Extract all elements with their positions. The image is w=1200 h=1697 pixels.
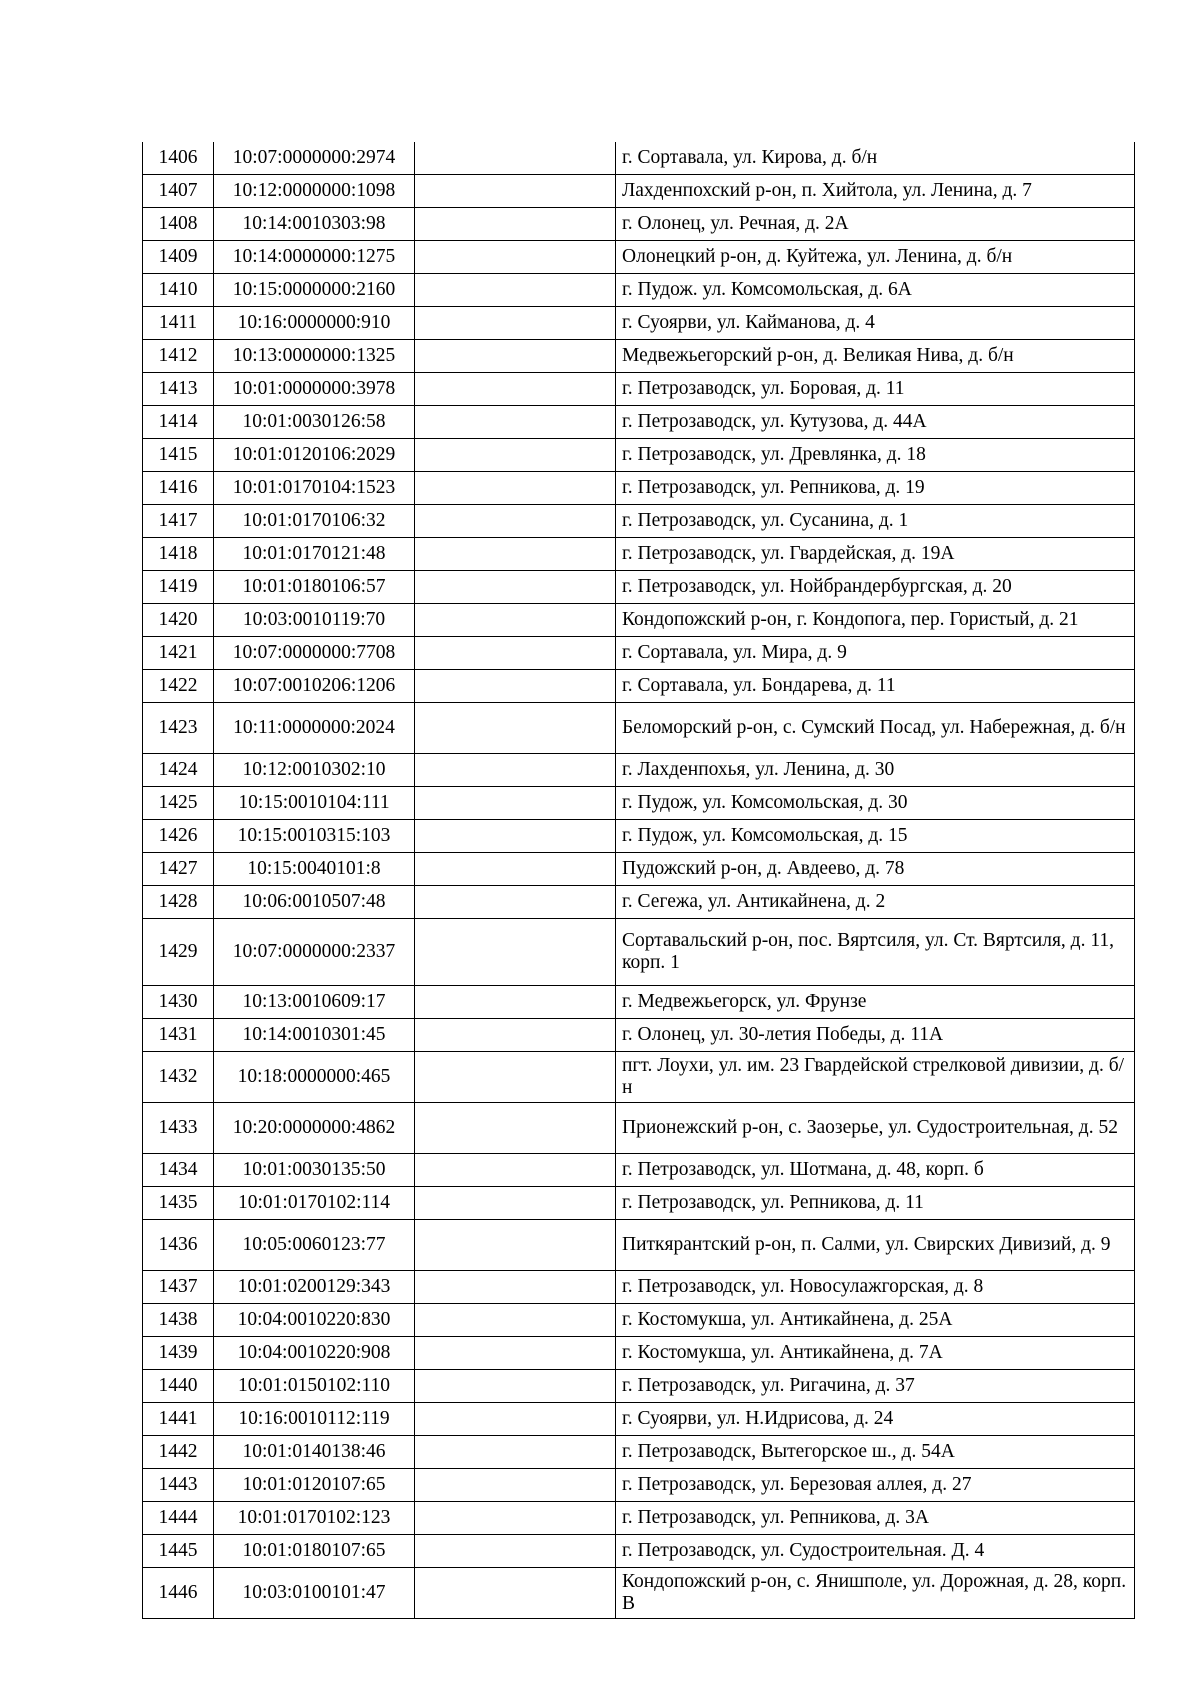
cadastral-number-cell: 10:01:0180107:65 — [214, 1535, 415, 1568]
cadastral-number-cell: 10:16:0000000:910 — [214, 307, 415, 340]
row-number-cell: 1446 — [143, 1568, 214, 1619]
row-number-cell: 1442 — [143, 1436, 214, 1469]
row-number-cell: 1425 — [143, 787, 214, 820]
cadastral-number-cell: 10:16:0010112:119 — [214, 1403, 415, 1436]
blank-cell — [415, 307, 616, 340]
blank-cell — [415, 472, 616, 505]
table-row — [143, 241, 1135, 274]
address-cell: г. Пудож. ул. Комсомольская, д. 6А — [616, 274, 1135, 307]
property-table — [142, 142, 1135, 1619]
address-cell: г. Петрозаводск, ул. Боровая, д. 11 — [616, 373, 1135, 406]
cadastral-number-cell: 10:01:0120107:65 — [214, 1469, 415, 1502]
table-row — [143, 406, 1135, 439]
cadastral-number-cell: 10:01:0030135:50 — [214, 1154, 415, 1187]
table-row — [143, 787, 1135, 820]
cadastral-number-cell: 10:03:0100101:47 — [214, 1568, 415, 1619]
table-row — [143, 274, 1135, 307]
table-row — [143, 604, 1135, 637]
address-cell: г. Петрозаводск, ул. Сусанина, д. 1 — [616, 505, 1135, 538]
row-number-cell: 1415 — [143, 439, 214, 472]
address-cell: г. Петрозаводск, ул. Репникова, д. 19 — [616, 472, 1135, 505]
address-cell: Беломорский р-он, с. Сумский Посад, ул. Набережная, д. б/н — [616, 703, 1135, 754]
table-row — [143, 670, 1135, 703]
row-number-cell: 1407 — [143, 175, 214, 208]
blank-cell — [415, 986, 616, 1019]
table-row — [143, 1436, 1135, 1469]
table-row — [143, 505, 1135, 538]
address-cell: г. Петрозаводск, ул. Гвардейская, д. 19А — [616, 538, 1135, 571]
blank-cell — [415, 754, 616, 787]
blank-cell — [415, 1019, 616, 1052]
cadastral-number-cell: 10:15:0010104:111 — [214, 787, 415, 820]
address-cell: г. Петрозаводск, ул. Шотмана, д. 48, корп. б — [616, 1154, 1135, 1187]
row-number-cell: 1413 — [143, 373, 214, 406]
address-cell: Лахденпохский р-он, п. Хийтола, ул. Ленина, д. 7 — [616, 175, 1135, 208]
blank-cell — [415, 1154, 616, 1187]
blank-cell — [415, 637, 616, 670]
row-number-cell: 1420 — [143, 604, 214, 637]
cadastral-number-cell: 10:13:0010609:17 — [214, 986, 415, 1019]
blank-cell — [415, 373, 616, 406]
cadastral-number-cell: 10:01:0170121:48 — [214, 538, 415, 571]
table-row — [143, 703, 1135, 754]
row-number-cell: 1406 — [143, 142, 214, 175]
address-cell: г. Петрозаводск, ул. Нойбрандербургская, д. 20 — [616, 571, 1135, 604]
blank-cell — [415, 853, 616, 886]
table-row — [143, 820, 1135, 853]
cadastral-number-cell: 10:05:0060123:77 — [214, 1220, 415, 1271]
table-row — [143, 637, 1135, 670]
table-row — [143, 373, 1135, 406]
table-row — [143, 175, 1135, 208]
row-number-cell: 1443 — [143, 1469, 214, 1502]
address-cell: г. Пудож, ул. Комсомольская, д. 30 — [616, 787, 1135, 820]
address-cell: пгт. Лоухи, ул. им. 23 Гвардейской стрелковой дивизии, д. б/н — [616, 1052, 1135, 1103]
row-number-cell: 1429 — [143, 919, 214, 986]
blank-cell — [415, 1271, 616, 1304]
blank-cell — [415, 787, 616, 820]
cadastral-number-cell: 10:07:0000000:7708 — [214, 637, 415, 670]
cadastral-number-cell: 10:01:0150102:110 — [214, 1370, 415, 1403]
table-row — [143, 1220, 1135, 1271]
row-number-cell: 1412 — [143, 340, 214, 373]
row-number-cell: 1436 — [143, 1220, 214, 1271]
blank-cell — [415, 703, 616, 754]
cadastral-number-cell: 10:07:0000000:2337 — [214, 919, 415, 986]
row-number-cell: 1414 — [143, 406, 214, 439]
row-number-cell: 1421 — [143, 637, 214, 670]
address-cell: г. Сегежа, ул. Антикайнена, д. 2 — [616, 886, 1135, 919]
row-number-cell: 1430 — [143, 986, 214, 1019]
cadastral-number-cell: 10:15:0010315:103 — [214, 820, 415, 853]
blank-cell — [415, 670, 616, 703]
cadastral-number-cell: 10:15:0000000:2160 — [214, 274, 415, 307]
table-row — [143, 1271, 1135, 1304]
table-row — [143, 1403, 1135, 1436]
blank-cell — [415, 1370, 616, 1403]
table-row — [143, 1154, 1135, 1187]
blank-cell — [415, 1469, 616, 1502]
address-cell: г. Сортавала, ул. Бондарева, д. 11 — [616, 670, 1135, 703]
address-cell: Сортавальский р-он, пос. Вяртсиля, ул. Ст. Вяртсиля, д. 11, корп. 1 — [616, 919, 1135, 986]
address-cell: г. Сортавала, ул. Кирова, д. б/н — [616, 142, 1135, 175]
table-row — [143, 754, 1135, 787]
address-cell: г. Пудож, ул. Комсомольская, д. 15 — [616, 820, 1135, 853]
blank-cell — [415, 406, 616, 439]
blank-cell — [415, 208, 616, 241]
row-number-cell: 1431 — [143, 1019, 214, 1052]
cadastral-number-cell: 10:01:0170102:114 — [214, 1187, 415, 1220]
blank-cell — [415, 241, 616, 274]
row-number-cell: 1418 — [143, 538, 214, 571]
blank-cell — [415, 1568, 616, 1619]
table-row — [143, 1052, 1135, 1103]
cadastral-number-cell: 10:04:0010220:908 — [214, 1337, 415, 1370]
blank-cell — [415, 1502, 616, 1535]
cadastral-number-cell: 10:01:0180106:57 — [214, 571, 415, 604]
cadastral-number-cell: 10:01:0000000:3978 — [214, 373, 415, 406]
row-number-cell: 1423 — [143, 703, 214, 754]
cadastral-number-cell: 10:01:0170106:32 — [214, 505, 415, 538]
blank-cell — [415, 1052, 616, 1103]
cadastral-number-cell: 10:06:0010507:48 — [214, 886, 415, 919]
cadastral-number-cell: 10:01:0030126:58 — [214, 406, 415, 439]
table-row — [143, 1370, 1135, 1403]
cadastral-number-cell: 10:15:0040101:8 — [214, 853, 415, 886]
cadastral-number-cell: 10:14:0010301:45 — [214, 1019, 415, 1052]
cadastral-number-cell: 10:01:0170102:123 — [214, 1502, 415, 1535]
row-number-cell: 1445 — [143, 1535, 214, 1568]
row-number-cell: 1437 — [143, 1271, 214, 1304]
row-number-cell: 1410 — [143, 274, 214, 307]
table-row — [143, 472, 1135, 505]
address-cell: г. Петрозаводск, ул. Судостроительная. Д. 4 — [616, 1535, 1135, 1568]
table-row — [143, 340, 1135, 373]
table-row — [143, 986, 1135, 1019]
address-cell: г. Сортавала, ул. Мира, д. 9 — [616, 637, 1135, 670]
cadastral-number-cell: 10:14:0000000:1275 — [214, 241, 415, 274]
table-row — [143, 1535, 1135, 1568]
blank-cell — [415, 604, 616, 637]
blank-cell — [415, 142, 616, 175]
table-row — [143, 886, 1135, 919]
table-body — [143, 142, 1135, 1619]
address-cell: г. Олонец, ул. Речная, д. 2А — [616, 208, 1135, 241]
cadastral-number-cell: 10:14:0010303:98 — [214, 208, 415, 241]
address-cell: Прионежский р-он, с. Заозерье, ул. Судостроительная, д. 52 — [616, 1103, 1135, 1154]
address-cell: г. Петрозаводск, ул. Репникова, д. 11 — [616, 1187, 1135, 1220]
cadastral-number-cell: 10:07:0000000:2974 — [214, 142, 415, 175]
cadastral-number-cell: 10:03:0010119:70 — [214, 604, 415, 637]
row-number-cell: 1411 — [143, 307, 214, 340]
cadastral-number-cell: 10:11:0000000:2024 — [214, 703, 415, 754]
address-cell: г. Олонец, ул. 30-летия Победы, д. 11А — [616, 1019, 1135, 1052]
table-row — [143, 1568, 1135, 1619]
row-number-cell: 1408 — [143, 208, 214, 241]
address-cell: г. Суоярви, ул. Н.Идрисова, д. 24 — [616, 1403, 1135, 1436]
row-number-cell: 1419 — [143, 571, 214, 604]
table-row — [143, 439, 1135, 472]
cadastral-number-cell: 10:12:0010302:10 — [214, 754, 415, 787]
table-row — [143, 208, 1135, 241]
table-row — [143, 1337, 1135, 1370]
blank-cell — [415, 1103, 616, 1154]
row-number-cell: 1432 — [143, 1052, 214, 1103]
row-number-cell: 1441 — [143, 1403, 214, 1436]
address-cell: г. Костомукша, ул. Антикайнена, д. 25А — [616, 1304, 1135, 1337]
address-cell: г. Суоярви, ул. Кайманова, д. 4 — [616, 307, 1135, 340]
blank-cell — [415, 1403, 616, 1436]
blank-cell — [415, 1304, 616, 1337]
address-cell: г. Костомукша, ул. Антикайнена, д. 7А — [616, 1337, 1135, 1370]
address-cell: Питкярантский р-он, п. Салми, ул. Свирских Дивизий, д. 9 — [616, 1220, 1135, 1271]
blank-cell — [415, 1220, 616, 1271]
address-cell: г. Петрозаводск, ул. Новосулажгорская, д. 8 — [616, 1271, 1135, 1304]
blank-cell — [415, 919, 616, 986]
blank-cell — [415, 439, 616, 472]
blank-cell — [415, 505, 616, 538]
cadastral-number-cell: 10:07:0010206:1206 — [214, 670, 415, 703]
row-number-cell: 1417 — [143, 505, 214, 538]
table-row — [143, 919, 1135, 986]
row-number-cell: 1438 — [143, 1304, 214, 1337]
blank-cell — [415, 1436, 616, 1469]
cadastral-number-cell: 10:01:0140138:46 — [214, 1436, 415, 1469]
table-row — [143, 1469, 1135, 1502]
table-row — [143, 853, 1135, 886]
table-row — [143, 307, 1135, 340]
table-row — [143, 1103, 1135, 1154]
table-row — [143, 1019, 1135, 1052]
address-cell: г. Петрозаводск, ул. Ригачина, д. 37 — [616, 1370, 1135, 1403]
blank-cell — [415, 1337, 616, 1370]
cadastral-number-cell: 10:12:0000000:1098 — [214, 175, 415, 208]
blank-cell — [415, 571, 616, 604]
address-cell: Олонецкий р-он, д. Куйтежа, ул. Ленина, д. б/н — [616, 241, 1135, 274]
cadastral-number-cell: 10:01:0170104:1523 — [214, 472, 415, 505]
table-row — [143, 1502, 1135, 1535]
address-cell: Кондопожский р-он, с. Янишполе, ул. Дорожная, д. 28, корп. В — [616, 1568, 1135, 1619]
blank-cell — [415, 886, 616, 919]
row-number-cell: 1444 — [143, 1502, 214, 1535]
cadastral-number-cell: 10:01:0120106:2029 — [214, 439, 415, 472]
row-number-cell: 1435 — [143, 1187, 214, 1220]
row-number-cell: 1422 — [143, 670, 214, 703]
row-number-cell: 1416 — [143, 472, 214, 505]
blank-cell — [415, 175, 616, 208]
address-cell: г. Петрозаводск, ул. Древлянка, д. 18 — [616, 439, 1135, 472]
blank-cell — [415, 1535, 616, 1568]
address-cell: Пудожский р-он, д. Авдеево, д. 78 — [616, 853, 1135, 886]
cadastral-number-cell: 10:01:0200129:343 — [214, 1271, 415, 1304]
row-number-cell: 1427 — [143, 853, 214, 886]
cadastral-number-cell: 10:04:0010220:830 — [214, 1304, 415, 1337]
table-row — [143, 571, 1135, 604]
address-cell: г. Петрозаводск, Вытегорское ш., д. 54А — [616, 1436, 1135, 1469]
row-number-cell: 1428 — [143, 886, 214, 919]
cadastral-number-cell: 10:13:0000000:1325 — [214, 340, 415, 373]
address-cell: г. Петрозаводск, ул. Березовая аллея, д. 27 — [616, 1469, 1135, 1502]
address-cell: г. Петрозаводск, ул. Репникова, д. 3А — [616, 1502, 1135, 1535]
address-cell: Кондопожский р-он, г. Кондопога, пер. Гористый, д. 21 — [616, 604, 1135, 637]
row-number-cell: 1433 — [143, 1103, 214, 1154]
row-number-cell: 1426 — [143, 820, 214, 853]
table-row — [143, 1304, 1135, 1337]
table-row — [143, 142, 1135, 175]
blank-cell — [415, 1187, 616, 1220]
row-number-cell: 1409 — [143, 241, 214, 274]
cadastral-number-cell: 10:20:0000000:4862 — [214, 1103, 415, 1154]
address-cell: г. Лахденпохья, ул. Ленина, д. 30 — [616, 754, 1135, 787]
blank-cell — [415, 820, 616, 853]
blank-cell — [415, 274, 616, 307]
table-row — [143, 538, 1135, 571]
row-number-cell: 1434 — [143, 1154, 214, 1187]
table-row — [143, 1187, 1135, 1220]
address-cell: г. Медвежьегорск, ул. Фрунзе — [616, 986, 1135, 1019]
row-number-cell: 1440 — [143, 1370, 214, 1403]
blank-cell — [415, 340, 616, 373]
row-number-cell: 1439 — [143, 1337, 214, 1370]
address-cell: г. Петрозаводск, ул. Кутузова, д. 44А — [616, 406, 1135, 439]
row-number-cell: 1424 — [143, 754, 214, 787]
cadastral-number-cell: 10:18:0000000:465 — [214, 1052, 415, 1103]
blank-cell — [415, 538, 616, 571]
address-cell: Медвежьегорский р-он, д. Великая Нива, д. б/н — [616, 340, 1135, 373]
